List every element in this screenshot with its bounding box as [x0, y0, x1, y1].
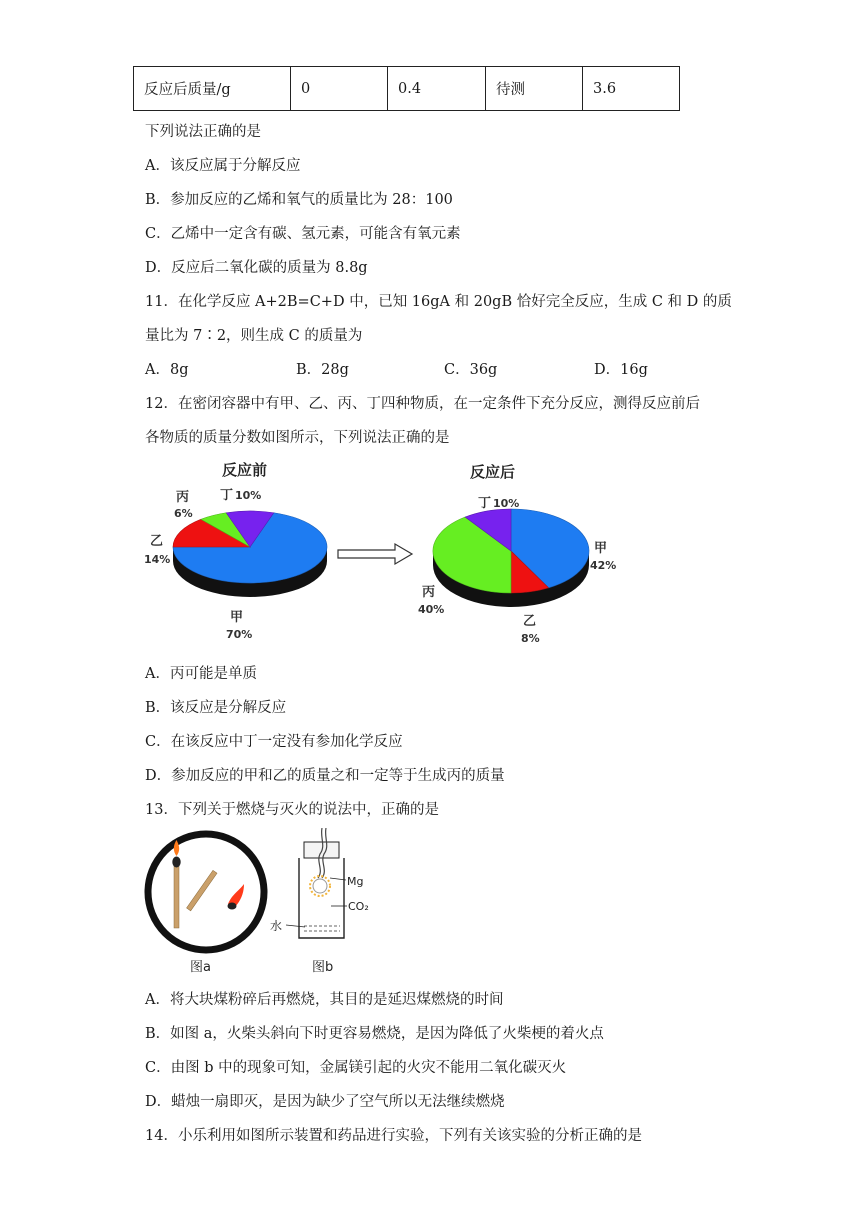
- question-stem: 13．下列关于燃烧与灭火的说法中，正确的是: [145, 802, 439, 818]
- label-water: 水: [270, 919, 283, 933]
- legend-label: 乙: [523, 614, 537, 629]
- mass-table: [133, 66, 680, 111]
- arrow-icon: [338, 544, 412, 564]
- data-label: 10%: [493, 497, 520, 510]
- option-d: D．蜡烛一扇即灭，是因为缺少了空气所以无法继续燃烧: [145, 1094, 505, 1110]
- data-label: 42%: [590, 559, 617, 572]
- option-a: A．该反应属于分解反应: [145, 158, 301, 174]
- question-stem: 14．小乐利用如图所示装置和药品进行实验，下列有关该实验的分析正确的是: [145, 1128, 642, 1144]
- option-a: A．将大块煤粉碎后再燃烧，其目的是延迟煤燃烧的时间: [145, 992, 504, 1008]
- legend-label: 丙: [176, 490, 190, 505]
- option-d: D．16g: [594, 362, 648, 378]
- match-upright-icon: [174, 864, 179, 928]
- option-c: C．由图 b 中的现象可知，金属镁引起的火灾不能用二氧化碳灭火: [145, 1060, 567, 1076]
- figure-caption: 图a: [190, 960, 211, 975]
- table-cell: 0: [291, 67, 388, 111]
- legend-label: 甲: [230, 610, 244, 625]
- label-co2: CO₂: [348, 900, 369, 913]
- figure-a: [148, 834, 264, 975]
- table-row-label: 反应后质量/g: [134, 67, 291, 111]
- data-label: 10%: [235, 489, 262, 502]
- option-c: C．36g: [444, 362, 498, 378]
- data-label: 14%: [144, 553, 171, 566]
- legend-label: 甲: [594, 541, 608, 556]
- option-b: B．参加反应的乙烯和氧气的质量比为 28：100: [145, 192, 453, 208]
- option-a: A．8g: [145, 362, 189, 378]
- table-cell: 待测: [486, 67, 583, 111]
- figure-b: [270, 828, 369, 975]
- option-b: B．如图 a，火柴头斜向下时更容易燃烧，是因为降低了火柴梗的着火点: [145, 1026, 604, 1042]
- match-tilted-icon: [187, 870, 217, 911]
- data-label: 8%: [521, 632, 540, 645]
- pie-chart-before: [144, 461, 327, 641]
- option-c: C．乙烯中一定含有碳、氢元素，可能含有氧元素: [145, 226, 461, 242]
- question-stem: 下列说法正确的是: [145, 124, 261, 140]
- data-label: 6%: [174, 507, 193, 520]
- figure-caption: 图b: [312, 960, 334, 975]
- question-stem-line1: 12．在密闭容器中有甲、乙、丙、丁四种物质，在一定条件下充分反应，测得反应前后: [145, 396, 700, 412]
- question-stem-line1: 11．在化学反应 A+2B=C+D 中，已知 16gA 和 20gB 恰好完全反应，生成 C 和 D 的质: [145, 294, 732, 310]
- table-row: [134, 67, 680, 111]
- option-b: B．该反应是分解反应: [145, 700, 287, 716]
- question-stem-line2: 各物质的质量分数如图所示，下列说法正确的是: [145, 430, 450, 446]
- legend-label: 丁: [478, 496, 492, 511]
- legend-label: 丙: [422, 585, 436, 600]
- option-a: A．丙可能是单质: [145, 666, 257, 682]
- magnesium-burning-icon: [313, 879, 327, 893]
- pie-charts-figure: [140, 455, 640, 650]
- data-label: 40%: [418, 603, 445, 616]
- chart-title: 反应后: [470, 463, 516, 481]
- option-d: D．参加反应的甲和乙的质量之和一定等于生成丙的质量: [145, 768, 505, 784]
- label-mg: Mg: [347, 875, 364, 888]
- data-label: 70%: [226, 628, 253, 641]
- chart-title: 反应前: [222, 461, 268, 479]
- option-b: B．28g: [296, 362, 349, 378]
- table-cell: 0.4: [388, 67, 486, 111]
- pie-chart-after: [418, 463, 616, 645]
- legend-label: 丁: [220, 488, 234, 503]
- table-cell: 3.6: [583, 67, 680, 111]
- option-c: C．在该反应中丁一定没有参加化学反应: [145, 734, 403, 750]
- combustion-figure: [140, 828, 400, 976]
- option-d: D．反应后二氧化碳的质量为 8.8g: [145, 260, 368, 276]
- question-stem-line2: 量比为 7∶2，则生成 C 的质量为: [145, 328, 363, 344]
- legend-label: 乙: [150, 534, 164, 549]
